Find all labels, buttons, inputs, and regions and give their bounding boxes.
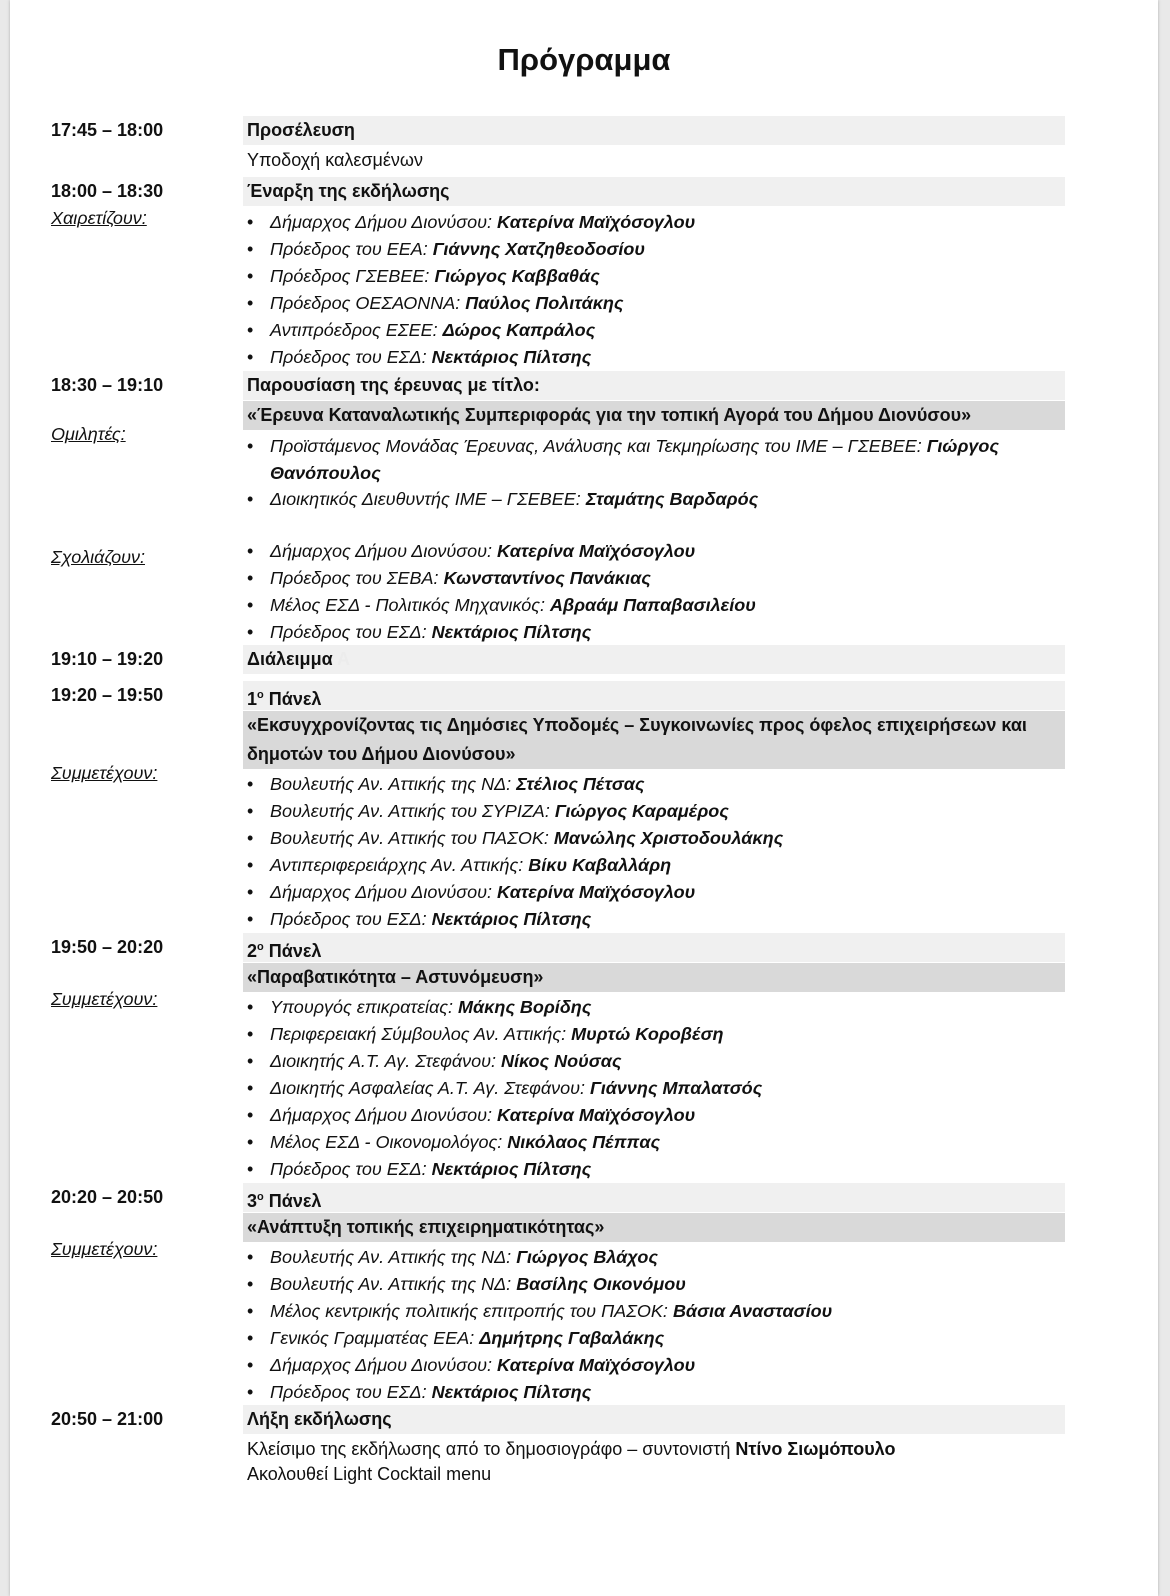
list-item: • Υπουργός επικρατείας: Μάκης Βορίδης <box>247 997 592 1017</box>
participants-label: Σχολιάζουν: <box>51 547 145 567</box>
slot-time: 18:00 – 18:30 <box>51 181 164 201</box>
participants-label: Χαιρετίζουν: <box>51 208 147 228</box>
slot-heading: Έναρξη της εκδήλωσης <box>243 177 1065 206</box>
list-item: • Πρόεδρος του ΣΕΒΑ: Κωνσταντίνος Πανάκιας <box>247 568 651 588</box>
list-item: • Αντιπεριφερειάρχης Αν. Αττικής: Βίκυ Καβαλλάρη <box>247 855 672 875</box>
participants-label: Συμμετέχουν: <box>51 989 158 1009</box>
slot-heading: Λήξη εκδήλωσης <box>243 1405 1065 1434</box>
slot-heading: Προσέλευση <box>243 116 1065 145</box>
list-item: • Γενικός Γραμματέας ΕΕΑ: Δημήτρης Γαβαλάκης <box>247 1328 665 1348</box>
list-item: • Μέλος ΕΣΔ - Πολιτικός Μηχανικός: Αβραάμ Παπαβασιλείου <box>247 595 756 615</box>
list-item: • Δήμαρχος Δήμου Διονύσου: Κατερίνα Μαϊχόσογλου <box>247 212 696 232</box>
slot-heading: $2^o$ Πάνελ <box>243 933 1065 962</box>
page-title: Πρόγραμμα <box>497 42 671 77</box>
list-item: • Δήμαρχος Δήμου Διονύσου: Κατερίνα Μαϊχόσογλου <box>247 1105 696 1125</box>
document-page <box>10 0 1158 1596</box>
slot-heading: Διάλειμμα Α <box>243 645 1065 674</box>
slot-subheading: «Ανάπτυξη τοπικής επιχειρηματικότητας» <box>243 1213 1065 1242</box>
list-item: • Διοικητικός Διευθυντής ΙΜΕ – ΓΣΕΒΕΕ: Σταμάτης Βαρδαρός <box>247 489 759 509</box>
slot-time: 20:50 – 21:00 <box>51 1409 164 1429</box>
slot-note: Υποδοχή καλεσμένων <box>247 150 423 170</box>
list-item: • Μέλος κεντρικής πολιτικής επιτροπής του ΠΑΣΟΚ: Βάσια Αναστασίου <box>247 1301 833 1321</box>
slot-time: 17:45 – 18:00 <box>51 120 164 140</box>
participants-label: Συμμετέχουν: <box>51 763 158 783</box>
list-item: • Περιφερειακή Σύμβουλος Αν. Αττικής: Μυρτώ Κοροβέση <box>247 1024 724 1044</box>
slot-subheading: «Έρευνα Καταναλωτικής Συμπεριφοράς για την τοπική Αγορά του Δήμου Διονύσου» <box>243 401 1065 430</box>
list-item: • Πρόεδρος του ΕΣΔ: Νεκτάριος Πίλτσης <box>247 1159 592 1179</box>
list-item: • Βουλευτής Αν. Αττικής της ΝΔ: Βασίλης Οικονόμου <box>247 1274 686 1294</box>
list-item: • Διοικητής Ασφαλείας Α.Τ. Αγ. Στεφάνου: Γιάννης Μπαλατσός <box>247 1078 763 1098</box>
slot-time: 18:30 – 19:10 <box>51 375 164 395</box>
list-item: • Πρόεδρος του ΕΕΑ: Γιάννης Χατζηθεοδοσίου <box>247 239 646 259</box>
slot-heading: $3^o$ Πάνελ <box>243 1183 1065 1212</box>
list-item: • Δήμαρχος Δήμου Διονύσου: Κατερίνα Μαϊχόσογλου <box>247 882 696 902</box>
list-item: • Προϊστάμενος Μονάδας Έρευνας, Ανάλυσης και Τεκμηρίωσης του ΙΜΕ – ΓΣΕΒΕΕ: Γιώργος Θανόπουλος <box>247 436 999 483</box>
participants-label: Ομιλητές: <box>51 424 126 444</box>
list-item: • Βουλευτής Αν. Αττικής της ΝΔ: Στέλιος Πέτσας <box>247 774 645 794</box>
list-item: • Πρόεδρος ΓΣΕΒΕΕ: Γιώργος Καββαθάς <box>247 266 600 286</box>
list-item: • Πρόεδρος του ΕΣΔ: Νεκτάριος Πίλτσης <box>247 1382 592 1402</box>
list-item: • Δήμαρχος Δήμου Διονύσου: Κατερίνα Μαϊχόσογλου <box>247 541 696 561</box>
slot-subheading: «Εκσυγχρονίζοντας τις Δημόσιες Υποδομές – Συγκοινωνίες προς όφελος επιχειρήσεων και δημοτών του Δήμου Διονύσου» <box>243 711 1065 769</box>
list-item: • Πρόεδρος ΟΕΣΑΟΝΝΑ: Παύλος Πολιτάκης <box>247 293 624 313</box>
list-item: • Πρόεδρος του ΕΣΔ: Νεκτάριος Πίλτσης <box>247 909 592 929</box>
participants-label: Συμμετέχουν: <box>51 1239 158 1259</box>
slot-note: Ακολουθεί Light Cocktail menu <box>247 1464 492 1484</box>
slot-time: 19:50 – 20:20 <box>51 937 164 957</box>
slot-heading: Παρουσίαση της έρευνας με τίτλο: <box>243 371 1065 400</box>
slot-time: 20:20 – 20:50 <box>51 1187 164 1207</box>
slot-time: 19:20 – 19:50 <box>51 685 164 705</box>
list-item: • Βουλευτής Αν. Αττικής της ΝΔ: Γιώργος Βλάχος <box>247 1247 658 1267</box>
list-item: • Πρόεδρος του ΕΣΔ: Νεκτάριος Πίλτσης <box>247 347 592 367</box>
list-item: • Δήμαρχος Δήμου Διονύσου: Κατερίνα Μαϊχόσογλου <box>247 1355 696 1375</box>
slot-time: 19:10 – 19:20 <box>51 649 164 669</box>
list-item: • Διοικητής Α.Τ. Αγ. Στεφάνου: Νίκος Νούσας <box>247 1051 622 1071</box>
list-item: • Μέλος ΕΣΔ - Οικονομολόγος: Νικόλαος Πέππας <box>247 1132 661 1152</box>
list-item: • Πρόεδρος του ΕΣΔ: Νεκτάριος Πίλτσης <box>247 622 592 642</box>
list-item: • Βουλευτής Αν. Αττικής του ΠΑΣΟΚ: Μανώλης Χριστοδουλάκης <box>247 828 784 848</box>
ghost-letter: Α <box>337 649 350 669</box>
slot-heading: $1^o$ Πάνελ <box>243 681 1065 710</box>
slot-subheading: «Παραβατικότητα – Αστυνόμευση» <box>243 963 1065 992</box>
list-item: • Βουλευτής Αν. Αττικής του ΣΥΡΙΖΑ: Γιώργος Καραμέρος <box>247 801 729 821</box>
list-item: • Αντιπρόεδρος ΕΣΕΕ: Δώρος Καπράλος <box>247 320 596 340</box>
closing-text: Κλείσιμο της εκδήλωσης από το δημοσιογράφο – συντονιστή Ντίνο Σιωμόπουλο <box>247 1439 896 1459</box>
